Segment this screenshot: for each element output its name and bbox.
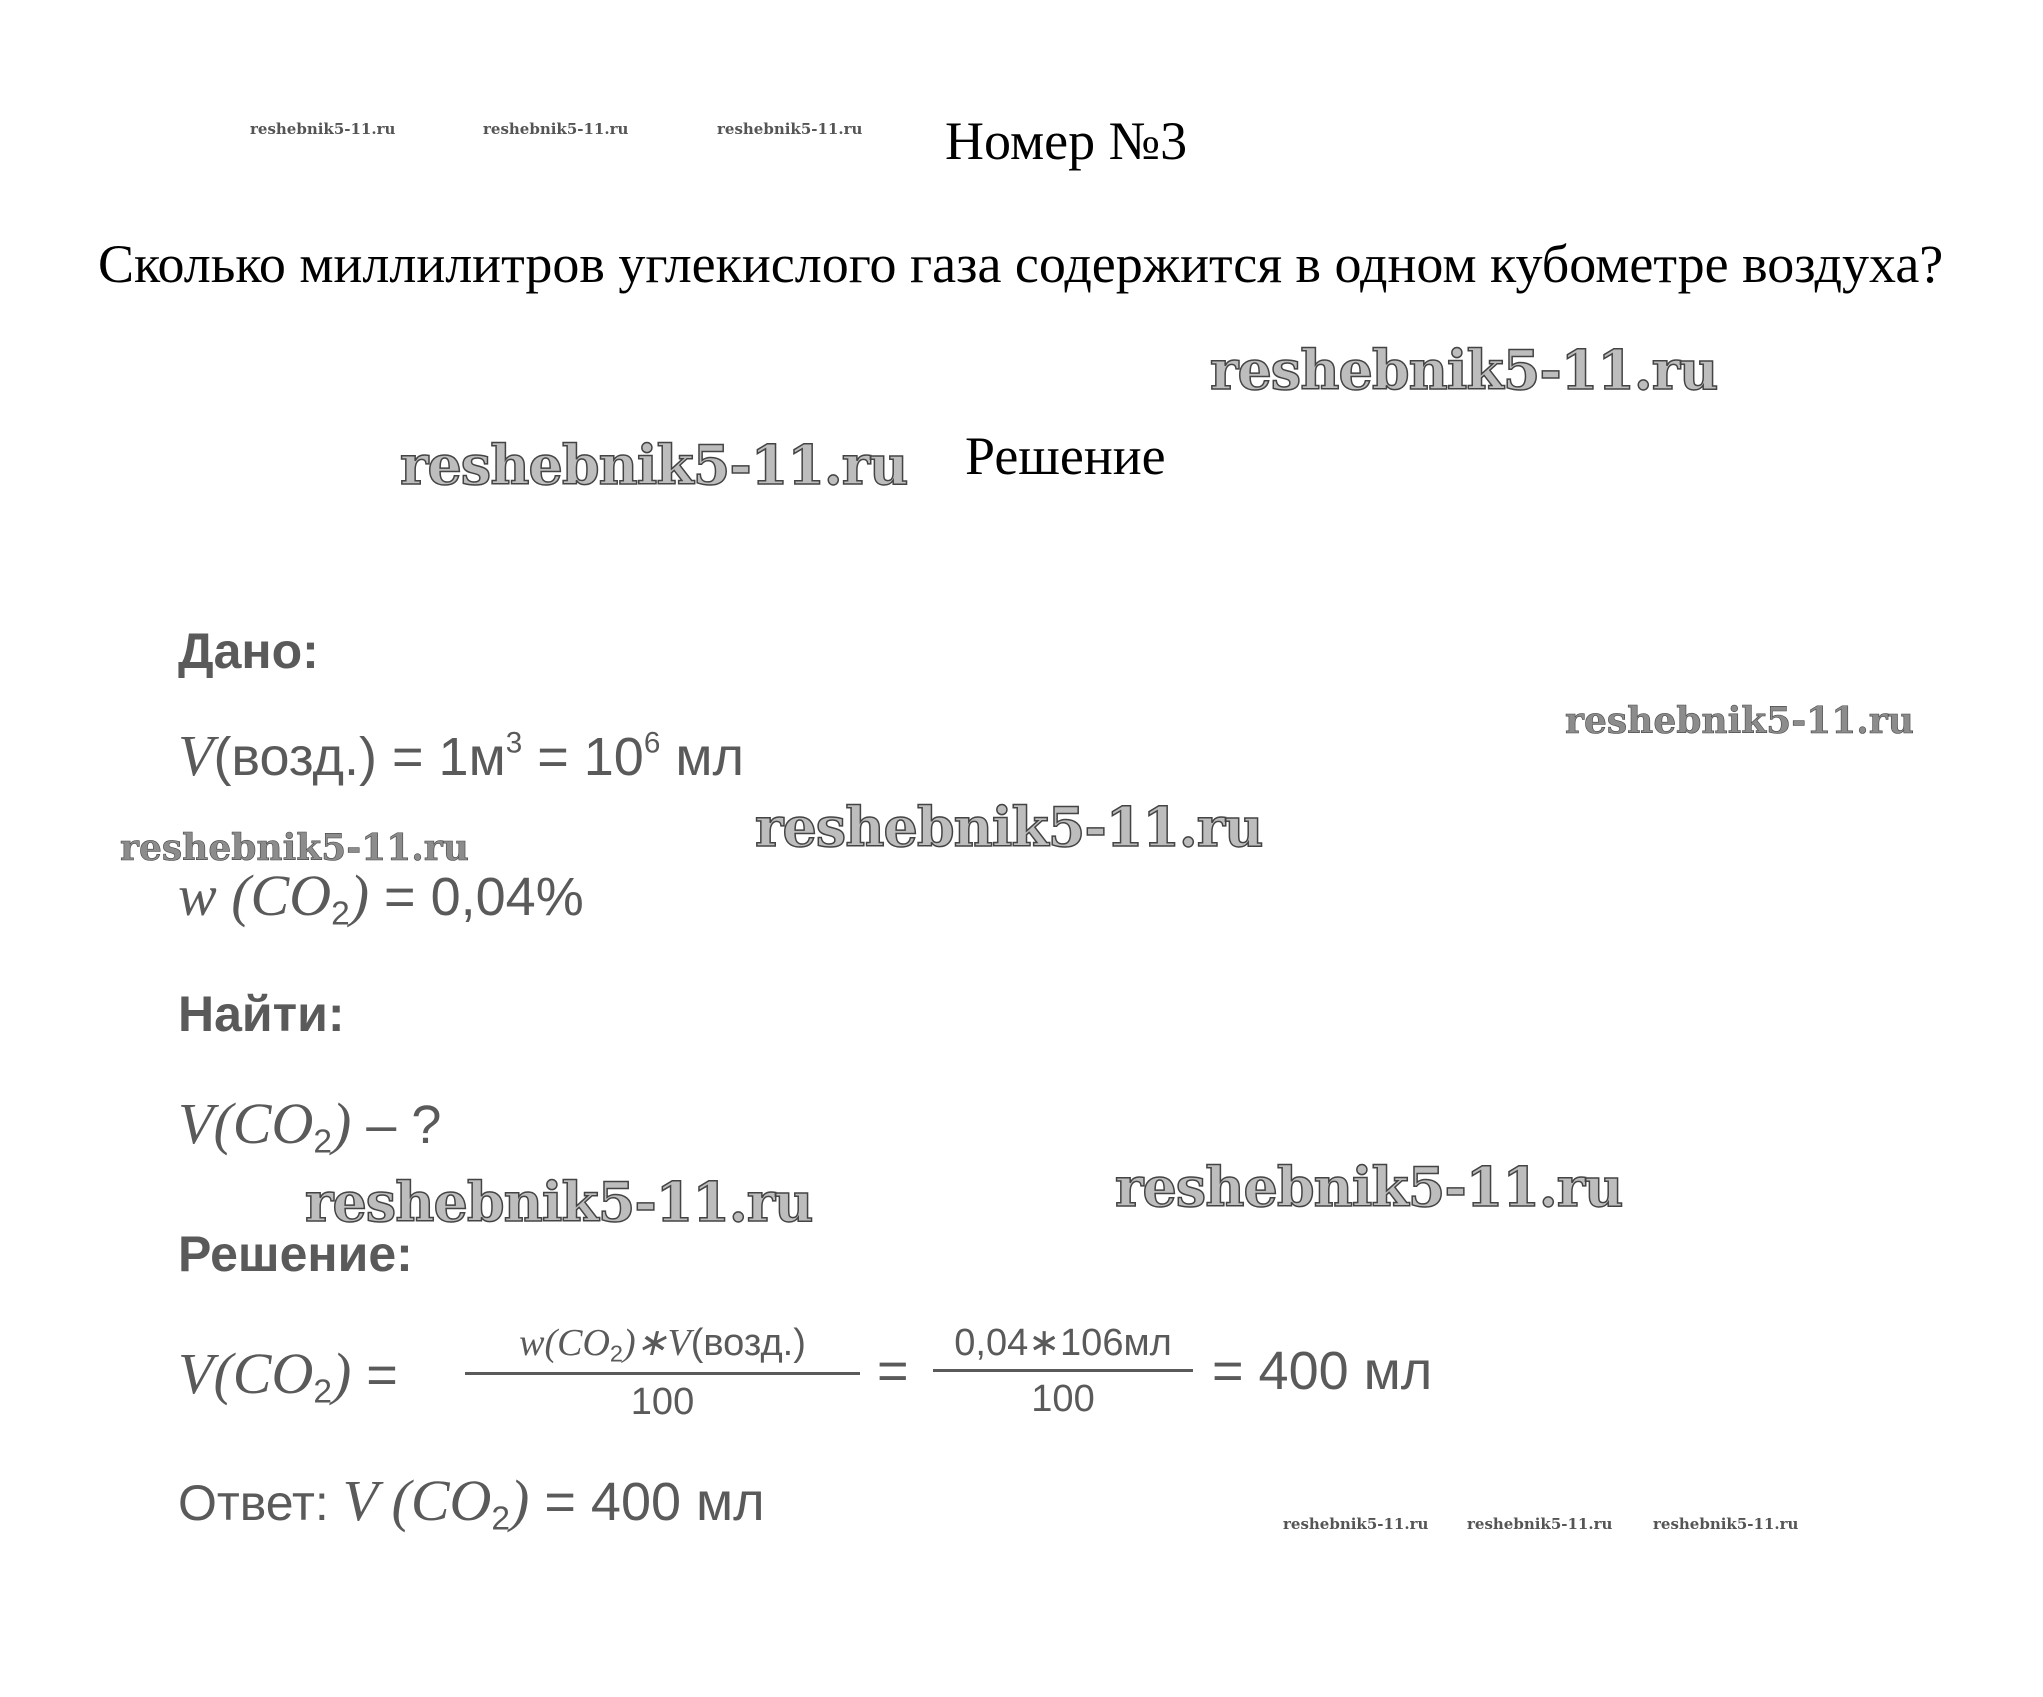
answer-value: = 400 мл: [529, 1472, 765, 1532]
var-w: w: [178, 863, 217, 928]
numerator-part: w(CO: [519, 1322, 610, 1364]
find-line: [178, 1090, 441, 1161]
subscript: 2: [313, 1123, 332, 1161]
fraction-numerator: [465, 1320, 860, 1375]
var-v: V: [178, 1091, 214, 1156]
watermark: reshebnik5-11.ru: [755, 795, 1263, 859]
watermark: reshebnik5-11.ru: [1115, 1155, 1623, 1219]
find-heading: Найти:: [178, 986, 345, 1042]
given-volume-mid: = 10: [522, 727, 644, 787]
answer-line: [178, 1467, 765, 1538]
fraction-1: [465, 1320, 860, 1424]
paren-open: (: [377, 1468, 411, 1533]
solution-result: = 400 мл: [1212, 1341, 1433, 1401]
paren-open: (: [213, 1341, 233, 1406]
numerator-part: )∗V: [623, 1322, 691, 1364]
subscript: 2: [491, 1500, 511, 1538]
given-fraction-line: [178, 862, 584, 933]
watermark-small: reshebnik5-11.ru: [483, 120, 629, 138]
subscript: 2: [313, 1373, 332, 1411]
fraction-denominator: 100: [1031, 1378, 1095, 1420]
fraction-2: [933, 1320, 1193, 1421]
subscript: 2: [331, 895, 350, 933]
solution-title: Решение: [965, 426, 1166, 486]
watermark-small: reshebnik5-11.ru: [1467, 1515, 1613, 1533]
paren-close: ): [331, 1091, 352, 1156]
solution-heading: Решение:: [178, 1226, 413, 1282]
equals-sign: =: [351, 1345, 398, 1405]
exponent: 3: [505, 726, 523, 760]
given-fraction-value: = 0,04%: [369, 867, 584, 927]
equals-sign: =: [877, 1341, 909, 1401]
answer-label: Ответ:: [178, 1475, 343, 1531]
subscript: 2: [609, 1340, 624, 1367]
chem-formula: CO: [232, 1091, 314, 1156]
watermark: reshebnik5-11.ru: [1210, 338, 1718, 402]
paren-close: ): [331, 1341, 352, 1406]
given-volume-line: [178, 722, 744, 789]
watermark: reshebnik5-11.ru: [400, 433, 908, 497]
paren-close: ): [349, 863, 370, 928]
watermark: reshebnik5-11.ru: [1565, 700, 1914, 742]
var-v: V: [178, 723, 214, 788]
page-title: Номер №3: [945, 111, 1188, 171]
var-v: V: [178, 1341, 214, 1406]
numerator-part: (возд.): [690, 1322, 806, 1364]
fraction-denominator: 100: [630, 1380, 695, 1423]
chem-formula: CO: [232, 1341, 314, 1406]
watermark-small: reshebnik5-11.ru: [717, 120, 863, 138]
chem-formula: CO: [410, 1468, 492, 1533]
paren-open: (: [216, 863, 251, 928]
find-rest: – ?: [351, 1095, 442, 1155]
watermark-small: reshebnik5-11.ru: [1283, 1515, 1429, 1533]
question-text: Сколько миллилитров углекислого газа содержится в одном кубометре воздуха?: [98, 234, 1944, 294]
var-v: V: [342, 1468, 378, 1533]
solution-lhs: [178, 1340, 398, 1411]
chem-formula: CO: [250, 863, 332, 928]
given-volume-unit: мл: [660, 727, 744, 787]
exponent: 6: [643, 726, 661, 760]
fraction-numerator: 0,04∗106мл: [933, 1320, 1193, 1372]
watermark: reshebnik5-11.ru: [120, 827, 469, 869]
given-volume-label: (возд.) = 1м: [213, 727, 506, 787]
watermark-small: reshebnik5-11.ru: [1653, 1515, 1799, 1533]
watermark: reshebnik5-11.ru: [305, 1170, 813, 1234]
paren-open: (: [213, 1091, 233, 1156]
watermark-small: reshebnik5-11.ru: [250, 120, 396, 138]
paren-close: ): [510, 1468, 530, 1533]
given-heading: Дано:: [178, 623, 319, 679]
